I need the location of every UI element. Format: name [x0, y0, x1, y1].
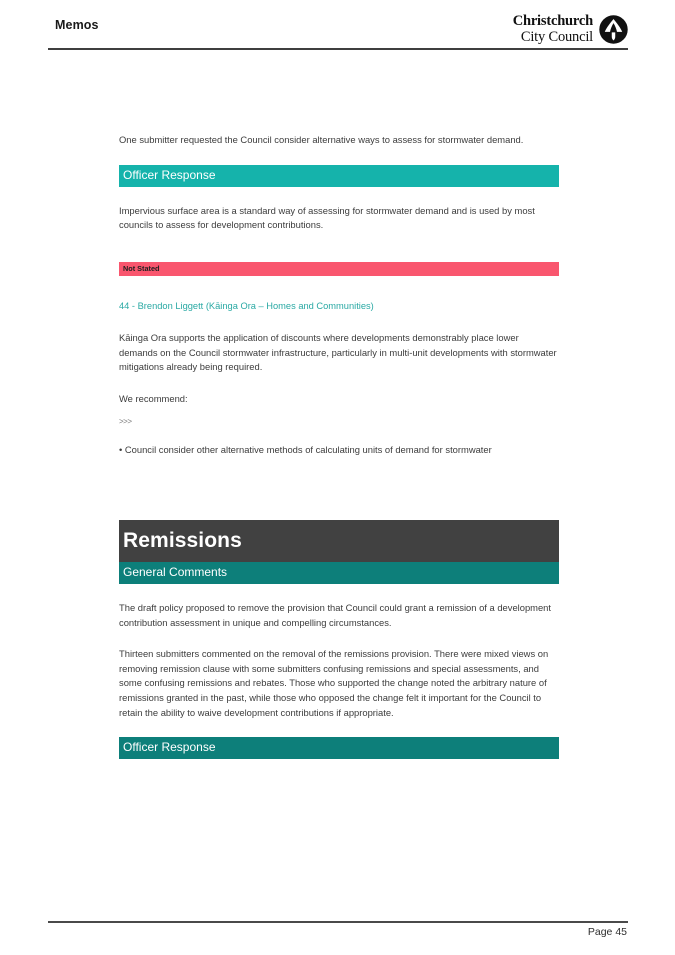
- general-comments-banner: General Comments: [119, 562, 559, 584]
- intro-paragraph: One submitter requested the Council consider alternative ways to assess for stormwater demand.: [119, 134, 524, 145]
- council-branding: [513, 14, 628, 45]
- officer-response-banner-1: Officer Response: [119, 165, 559, 187]
- page-number: Page 45: [587, 926, 627, 938]
- officer-response-banner-2: Officer Response: [119, 737, 559, 759]
- not-stated-badge: Not Stated: [119, 262, 559, 276]
- page-title: Memos: [55, 18, 99, 32]
- remissions-paragraph-2: Thirteen submitters commented on the removal of the remissions provision. There were mixed views on removing remission clause with some submitters confusing remissions and special assessments, and some confusing remissions and rebates. Those who supported the change noted the arbitrary nature of remissions granted in the past, while those who opposed the change felt it important for the Council to retain the ability to waive development contributions if appropriate.: [119, 648, 549, 718]
- header-divider: [48, 48, 628, 50]
- submitter-line: 44 - Brendon Liggett (Kāinga Ora – Homes and Communities): [119, 301, 374, 312]
- council-name: [513, 14, 593, 45]
- council-name-line2: City Council: [520, 28, 593, 45]
- recommend-lead: We recommend:: [119, 392, 188, 404]
- council-name-line1: Christchurch: [512, 13, 593, 29]
- submission-paragraph: Kāinga Ora supports the application of discounts where developments demonstrably place lower demands on the Council stormwater infrastructure, particularly in multi-unit developments with stormwater mitigations already being required.: [119, 332, 557, 373]
- officer-response-body-1: Impervious surface area is a standard way of assessing for stormwater demand and is used by most councils to assess for development contributions.: [119, 204, 535, 231]
- footer-divider: [48, 921, 628, 923]
- remissions-paragraph-1: The draft policy proposed to remove the provision that Council could grant a remission of a development contribution assessment in unique and compelling circumstances.: [119, 602, 552, 628]
- recommend-bullet: • Council consider other alternative methods of calculating units of demand for stormwater: [119, 444, 492, 456]
- page-header: [48, 14, 628, 50]
- chevron-marker: >>>: [119, 417, 132, 427]
- document-content: [119, 133, 559, 759]
- section-title: Remissions: [123, 529, 242, 553]
- section-header-remissions: [119, 520, 559, 562]
- council-crest-icon: [599, 15, 628, 44]
